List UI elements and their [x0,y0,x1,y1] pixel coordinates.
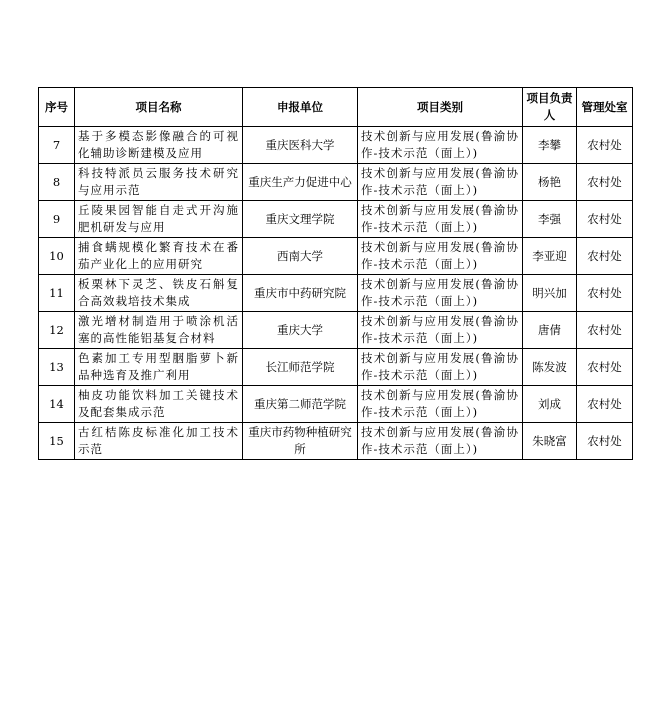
cell-no: 13 [39,349,75,386]
header-name: 项目名称 [75,88,243,127]
project-table [38,87,633,460]
cell-leader: 唐倩 [523,312,577,349]
cell-department: 农村处 [577,164,633,201]
header-category: 项目类别 [358,88,523,127]
cell-leader: 陈发波 [523,349,577,386]
cell-unit: 重庆医科大学 [243,127,358,164]
cell-no: 15 [39,423,75,460]
cell-no: 12 [39,312,75,349]
cell-unit: 长江师范学院 [243,349,358,386]
table-row [39,275,633,312]
table-row [39,238,633,275]
cell-name: 捕食螨规模化繁育技术在番茄产业化上的应用研究 [75,238,243,275]
cell-department: 农村处 [577,201,633,238]
cell-leader: 李亚迎 [523,238,577,275]
cell-name: 色素加工专用型胭脂萝卜新品种选育及推广利用 [75,349,243,386]
cell-name: 基于多模态影像融合的可视化辅助诊断建模及应用 [75,127,243,164]
cell-department: 农村处 [577,238,633,275]
cell-no: 11 [39,275,75,312]
cell-leader: 李攀 [523,127,577,164]
table-body [39,127,633,460]
table-row [39,127,633,164]
cell-department: 农村处 [577,312,633,349]
cell-category: 技术创新与应用发展(鲁渝协作-技术示范（面上）) [358,275,523,312]
header-department: 管理处室 [577,88,633,127]
cell-category: 技术创新与应用发展(鲁渝协作-技术示范（面上）) [358,386,523,423]
cell-name: 丘陵果园智能自走式开沟施肥机研发与应用 [75,201,243,238]
cell-unit: 重庆市中药研究院 [243,275,358,312]
cell-category: 技术创新与应用发展(鲁渝协作-技术示范（面上）) [358,238,523,275]
table-row [39,164,633,201]
header-no: 序号 [39,88,75,127]
table-row [39,386,633,423]
cell-unit: 重庆第二师范学院 [243,386,358,423]
table-row [39,312,633,349]
cell-category: 技术创新与应用发展(鲁渝协作-技术示范（面上）) [358,201,523,238]
cell-unit: 西南大学 [243,238,358,275]
cell-unit: 重庆大学 [243,312,358,349]
cell-department: 农村处 [577,423,633,460]
cell-leader: 朱晓富 [523,423,577,460]
cell-name: 柚皮功能饮料加工关键技术及配套集成示范 [75,386,243,423]
cell-name: 古红桔陈皮标准化加工技术示范 [75,423,243,460]
table-row [39,423,633,460]
cell-leader: 明兴加 [523,275,577,312]
cell-unit: 重庆文理学院 [243,201,358,238]
cell-leader: 刘成 [523,386,577,423]
cell-leader: 李强 [523,201,577,238]
cell-category: 技术创新与应用发展(鲁渝协作-技术示范（面上）) [358,164,523,201]
cell-category: 技术创新与应用发展(鲁渝协作-技术示范（面上）) [358,423,523,460]
cell-no: 14 [39,386,75,423]
cell-department: 农村处 [577,127,633,164]
cell-no: 7 [39,127,75,164]
table-header-row [39,88,633,127]
cell-no: 10 [39,238,75,275]
cell-name: 激光增材制造用于喷涂机活塞的高性能铝基复合材料 [75,312,243,349]
cell-category: 技术创新与应用发展(鲁渝协作-技术示范（面上）) [358,127,523,164]
cell-department: 农村处 [577,386,633,423]
cell-unit: 重庆市药物种植研究所 [243,423,358,460]
cell-unit: 重庆生产力促进中心 [243,164,358,201]
table-row [39,201,633,238]
cell-leader: 杨艳 [523,164,577,201]
table-row [39,349,633,386]
cell-name: 板栗林下灵芝、铁皮石斛复合高效栽培技术集成 [75,275,243,312]
cell-no: 9 [39,201,75,238]
cell-category: 技术创新与应用发展(鲁渝协作-技术示范（面上）) [358,349,523,386]
header-leader: 项目负责人 [523,88,577,127]
cell-name: 科技特派员云服务技术研究与应用示范 [75,164,243,201]
cell-department: 农村处 [577,349,633,386]
cell-category: 技术创新与应用发展(鲁渝协作-技术示范（面上）) [358,312,523,349]
header-unit: 申报单位 [243,88,358,127]
cell-no: 8 [39,164,75,201]
cell-department: 农村处 [577,275,633,312]
